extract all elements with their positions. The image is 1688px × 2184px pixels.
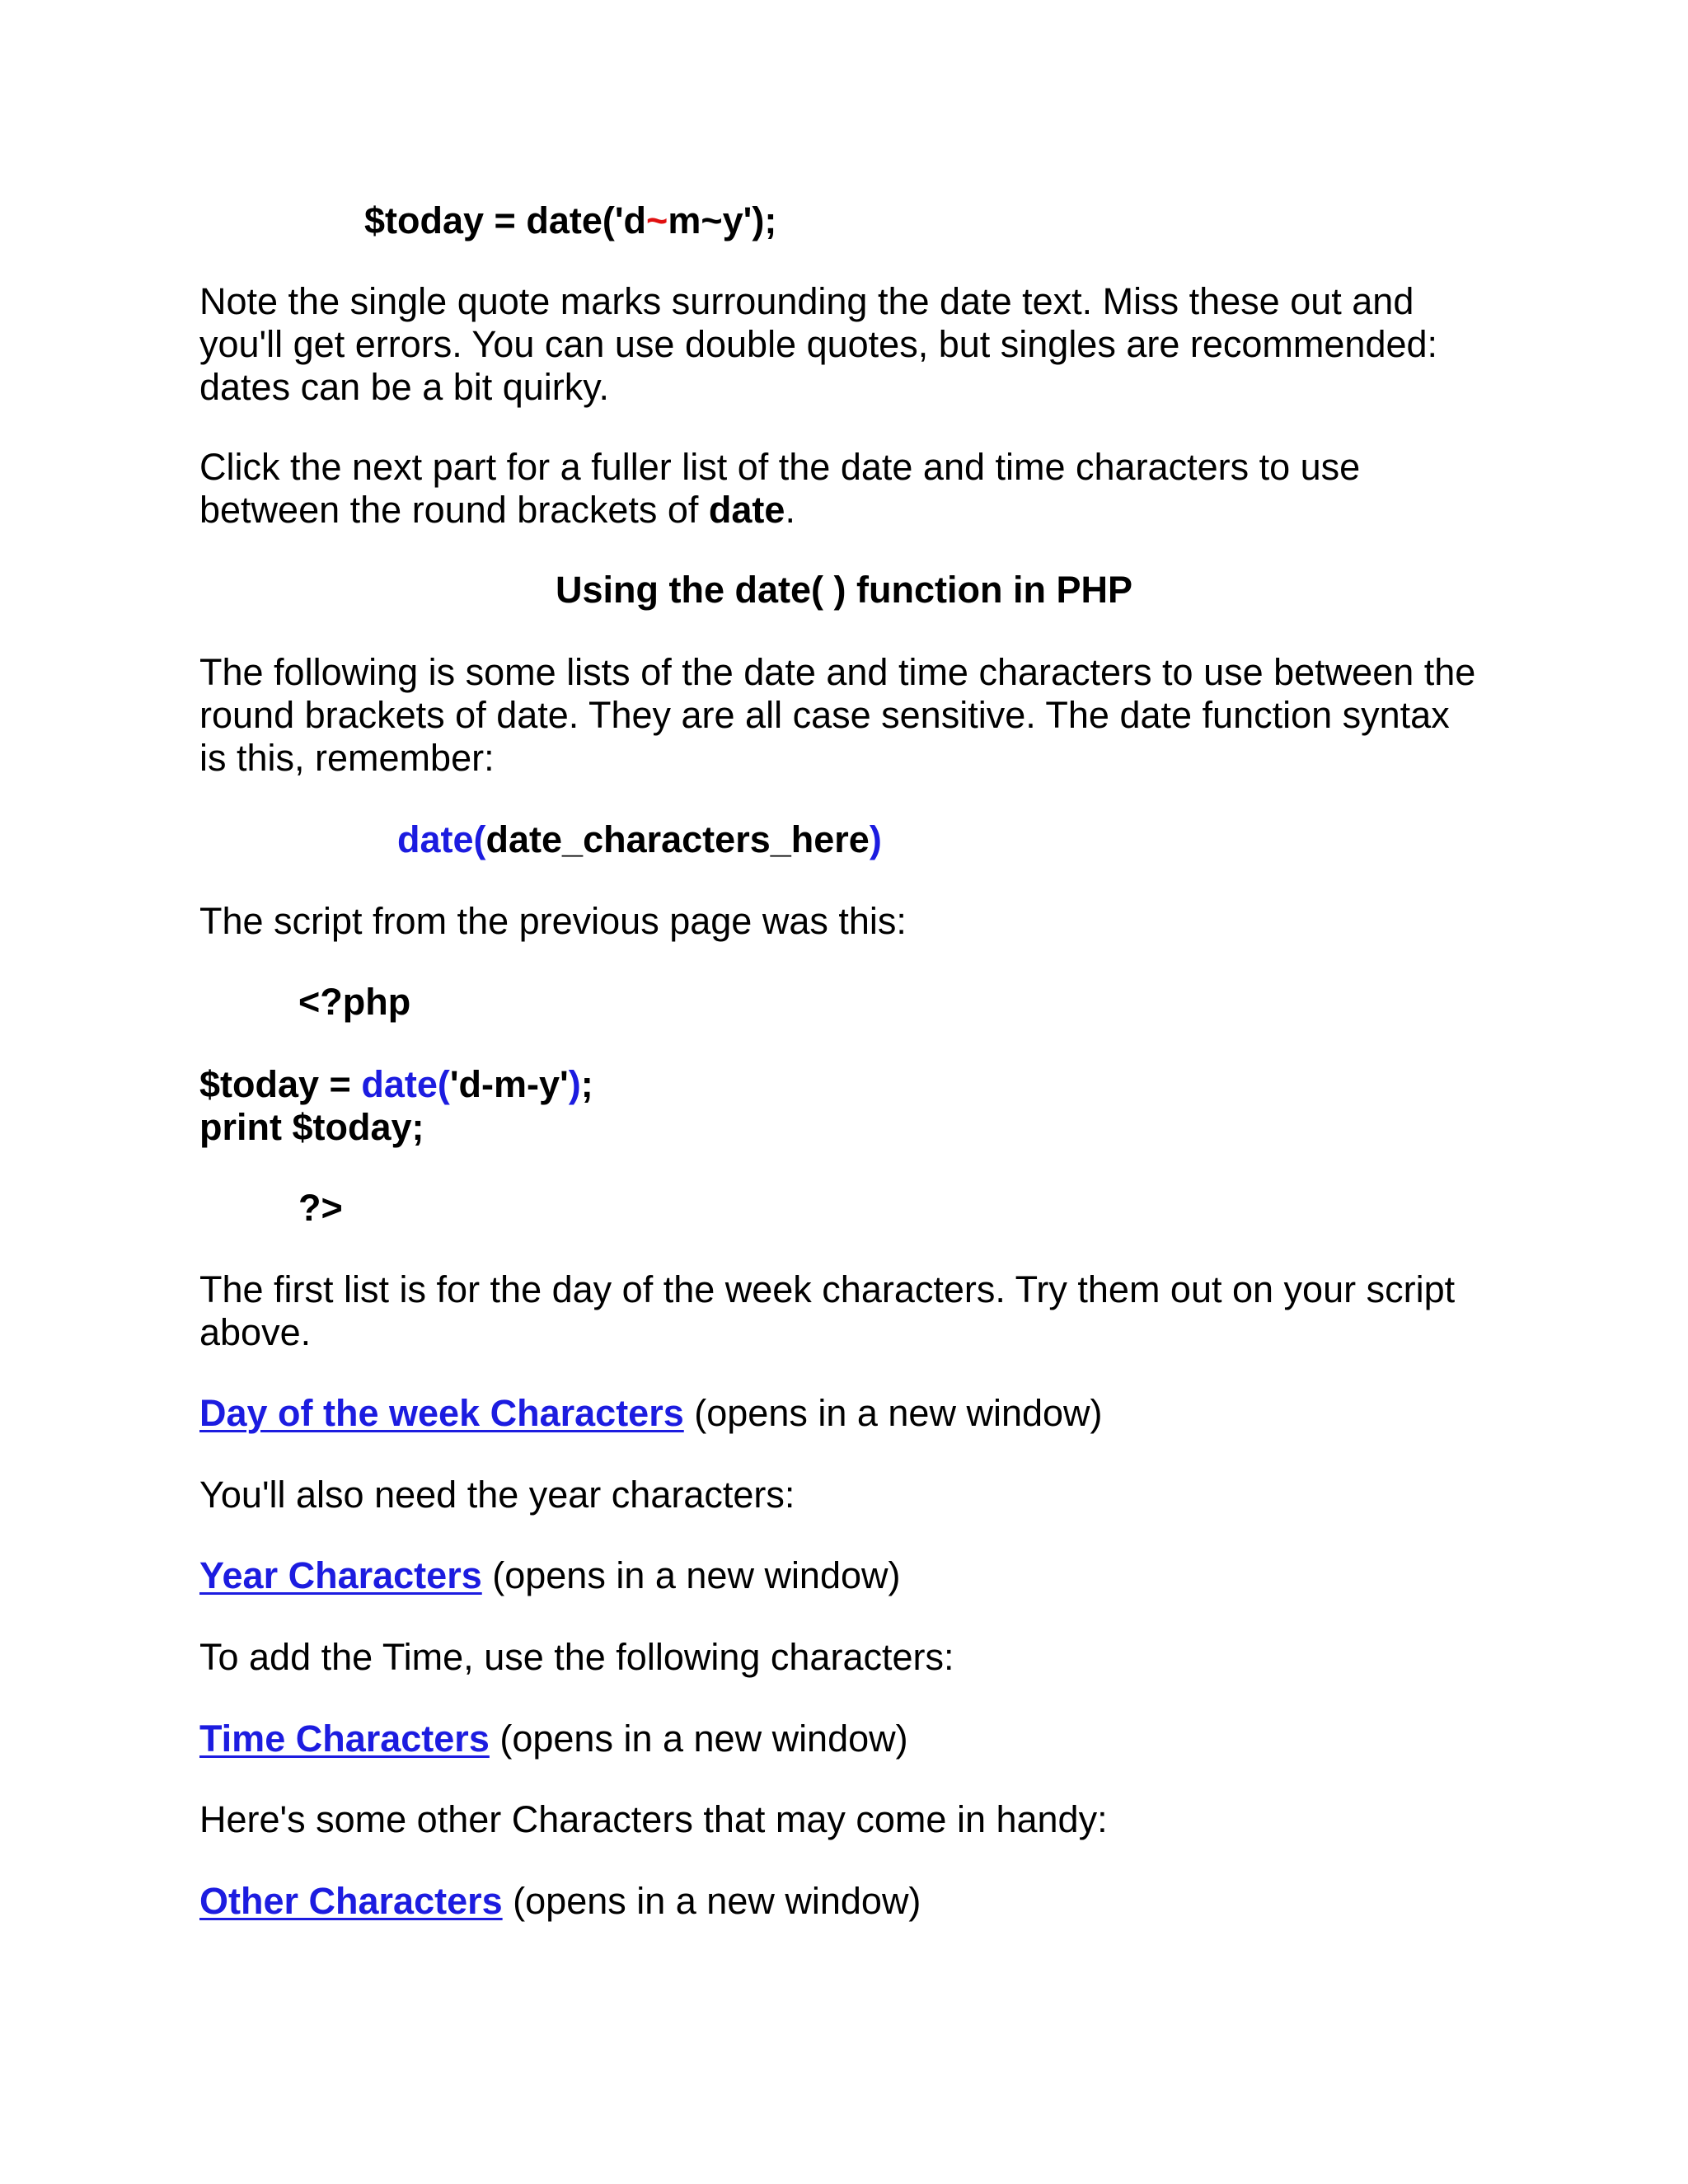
time-intro: To add the Time, use the following characters: — [199, 1636, 954, 1678]
note-paragraph-line-2: you'll get errors. You can use double quotes, but singles are recommended: — [199, 323, 1438, 365]
first-list-line-2: above. — [199, 1311, 312, 1353]
func-close: ) — [869, 818, 882, 860]
code-func: date( — [361, 1063, 450, 1105]
click-paragraph-line-1: Click the next part for a fuller list of the date and time characters to use — [199, 446, 1361, 488]
code-text: m~y'); — [668, 199, 777, 241]
section-heading: Using the date( ) function in PHP — [556, 569, 1132, 611]
php-open-tag: <?php — [298, 981, 411, 1023]
func-open: date( — [397, 818, 486, 860]
highlighted-tilde: ~ — [646, 199, 668, 241]
following-paragraph-line-1: The following is some lists of the date and time characters to use between the — [199, 651, 1476, 693]
link-row-time — [199, 1718, 908, 1760]
code-line-today — [199, 1063, 593, 1106]
note-paragraph-line-1: Note the single quote marks surrounding the date text. Miss these out and — [199, 280, 1414, 322]
code-text: $today = date('d — [364, 199, 647, 241]
link-row-year — [199, 1554, 901, 1597]
day-of-week-characters-link[interactable]: Day of the week Characters — [199, 1392, 684, 1434]
click-paragraph-line-2 — [199, 489, 795, 532]
year-intro: You'll also need the year characters: — [199, 1474, 795, 1516]
link-note: (opens in a new window) — [502, 1880, 921, 1922]
code-var: $today = — [199, 1063, 362, 1105]
other-intro: Here's some other Characters that may come in handy: — [199, 1798, 1108, 1840]
code-line-date-tilde — [364, 199, 776, 242]
php-close-tag: ?> — [298, 1187, 343, 1229]
note-paragraph-line-3: dates can be a bit quirky. — [199, 366, 609, 408]
other-characters-link[interactable]: Other Characters — [199, 1880, 503, 1922]
link-row-day-of-week — [199, 1392, 1103, 1435]
following-paragraph-line-3: is this, remember: — [199, 737, 495, 779]
date-syntax — [397, 818, 882, 861]
link-note: (opens in a new window) — [683, 1392, 1103, 1434]
link-note: (opens in a new window) — [481, 1554, 901, 1596]
func-arg: date_characters_here — [485, 818, 870, 860]
click-text: between the round brackets of — [199, 489, 709, 531]
year-characters-link[interactable]: Year Characters — [199, 1554, 482, 1596]
link-row-other — [199, 1880, 921, 1923]
link-note: (opens in a new window) — [489, 1718, 908, 1760]
first-list-line-1: The first list is for the day of the week characters. Try them out on your script — [199, 1268, 1456, 1310]
code-line-print: print $today; — [199, 1106, 424, 1148]
code-semicolon: ; — [580, 1063, 593, 1105]
code-arg: 'd-m-y' — [449, 1063, 569, 1105]
time-characters-link[interactable]: Time Characters — [199, 1718, 490, 1760]
date-keyword: date — [708, 489, 785, 531]
script-intro: The script from the previous page was this: — [199, 900, 907, 942]
following-paragraph-line-2: round brackets of date. They are all case sensitive. The date function syntax — [199, 694, 1450, 736]
period: . — [785, 489, 795, 531]
code-close: ) — [568, 1063, 581, 1105]
